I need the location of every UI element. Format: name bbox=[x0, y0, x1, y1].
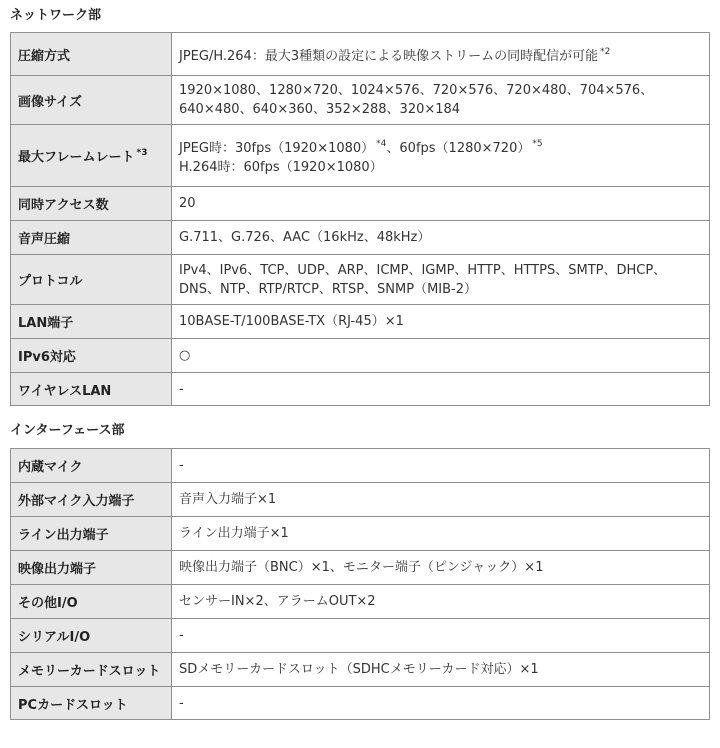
table-row bbox=[11, 653, 710, 687]
row-label: その他I/O bbox=[11, 585, 172, 619]
row-label: 圧縮方式 bbox=[11, 33, 172, 76]
row-value bbox=[172, 125, 710, 187]
interface-spec-table bbox=[10, 448, 710, 720]
row-value: - bbox=[172, 687, 710, 720]
value-line bbox=[179, 135, 709, 158]
value-text: 、60fps（1280×720） bbox=[386, 140, 531, 156]
table-row bbox=[11, 221, 710, 255]
table-row bbox=[11, 33, 710, 76]
value-line: DNS、NTP、RTP/RTCP、RTSP、SNMP（MIB-2） bbox=[179, 281, 478, 297]
table-row bbox=[11, 187, 710, 221]
row-value: センサーIN×2、アラームOUT×2 bbox=[172, 585, 710, 619]
table-row bbox=[11, 585, 710, 619]
row-value: G.711、G.726、AAC（16kHz、48kHz） bbox=[172, 221, 710, 255]
table-row bbox=[11, 551, 710, 585]
row-value bbox=[172, 33, 710, 76]
table-row bbox=[11, 517, 710, 551]
row-value: 10BASE-T/100BASE-TX（RJ-45）×1 bbox=[172, 305, 710, 339]
table-row bbox=[11, 619, 710, 653]
row-value: 20 bbox=[172, 187, 710, 221]
footnote-mark: *4 bbox=[376, 138, 387, 149]
row-label: ライン出力端子 bbox=[11, 517, 172, 551]
row-value: ○ bbox=[172, 339, 710, 373]
table-row bbox=[11, 449, 710, 483]
table-row bbox=[11, 255, 710, 305]
value-line: 1920×1080、1280×720、1024×576、720×576、720×480、704×576、 bbox=[179, 83, 654, 98]
value-line: H.264時：60fps（1920×1080） bbox=[179, 159, 383, 175]
row-value bbox=[172, 76, 710, 125]
row-value: - bbox=[172, 449, 710, 483]
network-section-title: ネットワーク部 bbox=[10, 8, 102, 23]
row-label: PCカードスロット bbox=[11, 687, 172, 720]
row-label: シリアルI/O bbox=[11, 619, 172, 653]
table-row bbox=[11, 125, 710, 187]
row-value bbox=[172, 255, 710, 305]
table-row bbox=[11, 687, 710, 720]
row-label: 内蔵マイク bbox=[11, 449, 172, 483]
table-row bbox=[11, 76, 710, 125]
label-text: 最大フレームレート bbox=[18, 150, 135, 165]
network-spec-table bbox=[10, 32, 710, 406]
row-label: ワイヤレスLAN bbox=[11, 373, 172, 406]
table-row bbox=[11, 483, 710, 517]
footnote-mark: *5 bbox=[532, 138, 543, 149]
row-label: 音声圧縮 bbox=[11, 221, 172, 255]
table-row bbox=[11, 305, 710, 339]
row-value: ライン出力端子×1 bbox=[172, 517, 710, 551]
row-label: LAN端子 bbox=[11, 305, 172, 339]
row-value: 映像出力端子（BNC）×1、モニター端子（ピンジャック）×1 bbox=[172, 551, 710, 585]
row-label: 映像出力端子 bbox=[11, 551, 172, 585]
value-line: IPv4、IPv6、TCP、UDP、ARP、ICMP、IGMP、HTTP、HTTPS、SMTP、DHCP、 bbox=[179, 262, 667, 278]
row-label: プロトコル bbox=[11, 255, 172, 305]
value-text: JPEG/H.264：最大3種類の設定による映像ストリームの同時配信が可能 bbox=[179, 48, 599, 64]
row-label: 画像サイズ bbox=[11, 76, 172, 125]
table-row bbox=[11, 339, 710, 373]
row-label: IPv6対応 bbox=[11, 339, 172, 373]
value-text: JPEG時：30fps（1920×1080） bbox=[179, 140, 375, 156]
row-value: - bbox=[172, 373, 710, 406]
interface-section-title: インターフェース部 bbox=[10, 423, 125, 438]
row-label: 同時アクセス数 bbox=[11, 187, 172, 221]
value-line: 640×480、640×360、352×288、320×184 bbox=[179, 102, 461, 117]
row-label: 外部マイク入力端子 bbox=[11, 483, 172, 517]
row-label bbox=[11, 125, 172, 187]
row-label: メモリーカードスロット bbox=[11, 653, 172, 687]
row-value: - bbox=[172, 619, 710, 653]
table-row bbox=[11, 373, 710, 406]
row-value: 音声入力端子×1 bbox=[172, 483, 710, 517]
footnote-mark: *2 bbox=[600, 46, 611, 57]
row-value: SDメモリーカードスロット（SDHCメモリーカード対応）×1 bbox=[172, 653, 710, 687]
footnote-mark: *3 bbox=[136, 148, 148, 158]
